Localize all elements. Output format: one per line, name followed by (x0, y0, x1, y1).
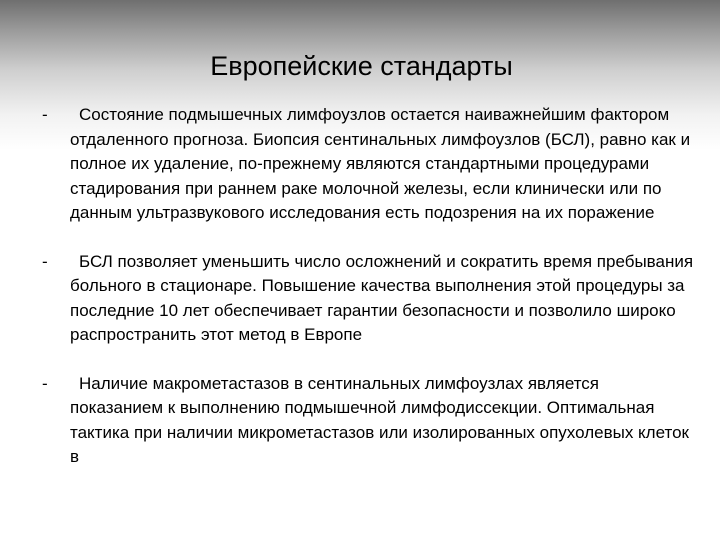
bullet-text: Состояние подмышечных лимфоузлов остается наиважнейшим фактором отдаленного прогноза. Биопсия сентинальных лимфоузлов (БСЛ), равно как и полное их удаление, по-прежнему являются стандартными процедурами стадирования при раннем раке молочной железы, если клинически или по данным ультразвукового исследования есть подозрения на их поражение (70, 105, 691, 222)
bullet-marker: - (42, 373, 48, 393)
bullet-list (0, 103, 720, 494)
bullet-item (0, 103, 720, 226)
bullet-marker: - (42, 251, 48, 271)
bullet-item (0, 250, 720, 348)
bullet-item (0, 372, 720, 470)
slide-title: Европейские стандарты (210, 51, 513, 81)
bullet-text: БСЛ позволяет уменьшить число осложнений и сократить время пребывания больного в стационаре. Повышение качества выполнения этой процедуры за последние 10 лет обеспечивает гарантии безопасности и позволило широко распространить этот метод в Европе (70, 251, 694, 344)
bullet-text: Наличие макрометастазов в сентинальных лимфоузлах является показанием к выполнению подмышечной лимфодиссекции. Оптимальная тактика при наличии микрометастазов или изолированных опухолевых клеток в (70, 373, 689, 466)
bullet-marker: - (42, 105, 48, 124)
